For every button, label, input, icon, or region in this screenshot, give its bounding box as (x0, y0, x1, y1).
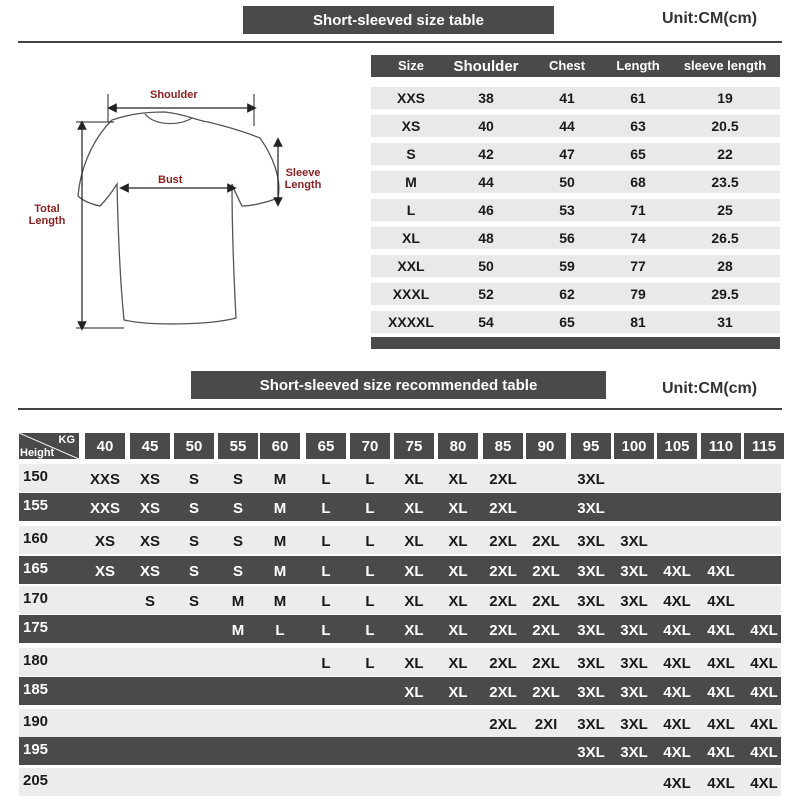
size-recommendation-cell: L (321, 655, 331, 672)
size-recommendation-cell: XL (448, 471, 468, 488)
size-recommendation-cell: 2XL (489, 716, 517, 733)
recommended-table-row (19, 586, 781, 614)
measure-cell: 61 (630, 90, 646, 106)
size-recommendation-cell: M (231, 622, 245, 639)
corner-kg-label: KG (58, 434, 75, 446)
size-table-row (371, 171, 780, 193)
middle-divider (18, 408, 782, 410)
size-recommendation-cell: 2XL (532, 533, 560, 550)
recommended-table-row (19, 677, 781, 705)
recommended-table-row (19, 768, 781, 796)
measure-cell: 62 (559, 286, 575, 302)
tshirt-outline (78, 112, 279, 324)
size-recommendation-cell: 3XL (577, 684, 605, 701)
size-recommendation-cell: 4XL (663, 716, 691, 733)
height-cell: 170 (23, 590, 49, 607)
height-cell: 160 (23, 530, 49, 547)
measure-cell: 29.5 (711, 286, 739, 302)
size-recommendation-cell: 3XL (620, 716, 648, 733)
size-recommendation-cell: L (321, 563, 331, 580)
size-cell: XXL (397, 258, 425, 274)
header-size: Size (397, 58, 425, 73)
measure-cell: 50 (478, 258, 494, 274)
size-table-row (371, 311, 780, 333)
size-recommendation-cell: S (188, 471, 200, 488)
size-recommendation-cell: L (321, 533, 331, 550)
corner-height-label: Height (20, 447, 55, 459)
size-recommendation-cell: XS (139, 563, 161, 580)
size-recommendation-cell: XL (448, 655, 468, 672)
measure-cell: 81 (630, 314, 646, 330)
size-recommendation-cell: M (231, 593, 245, 610)
size-cell: XXXXL (388, 314, 434, 330)
size-recommendation-cell: XL (448, 533, 468, 550)
size-recommendation-cell: XL (404, 593, 424, 610)
measure-cell: 42 (478, 146, 494, 162)
size-recommendation-cell: 4XL (707, 775, 735, 792)
size-cell: S (406, 146, 416, 162)
size-recommendation-cell: S (232, 500, 244, 517)
size-table-row (371, 143, 780, 165)
recommended-table-row (19, 615, 781, 643)
size-recommendation-cell: L (321, 471, 331, 488)
measure-cell: 20.5 (711, 118, 739, 134)
recommended-table-row (19, 737, 781, 765)
size-table-banner: Short-sleeved size table (243, 6, 554, 34)
recommended-table-row (19, 648, 781, 676)
size-recommendation-cell: L (365, 655, 375, 672)
size-recommendation-cell: XL (448, 684, 468, 701)
size-recommendation-cell: S (232, 563, 244, 580)
size-recommendation-cell: L (321, 593, 331, 610)
size-recommendation-cell: 3XL (577, 716, 605, 733)
size-recommendation-cell: 3XL (620, 593, 648, 610)
size-recommendation-cell: S (188, 593, 200, 610)
size-cell: M (405, 174, 417, 190)
size-recommendation-cell: XL (448, 563, 468, 580)
size-recommendation-cell: 3XL (577, 563, 605, 580)
size-recommendation-cell: XXS (89, 471, 121, 488)
recommended-table-row (19, 464, 781, 492)
bust-label: Bust (158, 174, 183, 186)
measure-cell: 46 (478, 202, 494, 218)
size-recommendation-cell: 3XL (577, 744, 605, 761)
size-recommendation-cell: 4XL (750, 716, 778, 733)
measure-cell: 22 (717, 146, 733, 162)
measure-cell: 56 (559, 230, 575, 246)
height-cell: 180 (23, 652, 49, 669)
measure-cell: 77 (630, 258, 646, 274)
kg-header-cell: 65 (306, 433, 346, 459)
header-shoulder: Shoulder (453, 58, 519, 75)
size-table-header (371, 55, 780, 77)
kg-header-cell: 50 (174, 433, 214, 459)
size-cell: XL (402, 230, 420, 246)
size-table-row (371, 283, 780, 305)
size-table-row (371, 255, 780, 277)
measure-cell: 47 (559, 146, 575, 162)
size-recommendation-cell: 4XL (707, 593, 735, 610)
kg-header-cell: 45 (130, 433, 170, 459)
size-recommendation-cell: S (188, 500, 200, 517)
size-recommendation-cell: 4XL (750, 622, 778, 639)
size-recommendation-cell: 4XL (707, 684, 735, 701)
measure-cell: 41 (559, 90, 575, 106)
recommended-table-unit: Unit:CM(cm) (662, 380, 758, 397)
kg-header-cell: 80 (438, 433, 478, 459)
measure-cell: 25 (717, 202, 733, 218)
size-recommendation-cell: XS (139, 500, 161, 517)
recommended-table-row (19, 709, 781, 737)
kg-header-cell: 100 (614, 433, 654, 459)
height-cell: 165 (23, 560, 49, 577)
measure-cell: 59 (559, 258, 575, 274)
size-recommendation-cell: M (273, 471, 287, 488)
height-cell: 205 (23, 772, 49, 789)
size-recommendation-cell: XS (94, 563, 116, 580)
header-length: Length (616, 58, 660, 73)
measure-cell: 31 (717, 314, 733, 330)
height-cell: 175 (23, 619, 49, 636)
size-recommendation-cell: 2XL (532, 622, 560, 639)
size-recommendation-cell: 3XL (577, 622, 605, 639)
size-recommendation-cell: L (321, 622, 331, 639)
size-recommendation-cell: 2XL (489, 471, 517, 488)
size-recommendation-cell: 3XL (577, 500, 605, 517)
size-recommendation-cell: 2XL (532, 563, 560, 580)
size-recommendation-cell: 3XL (577, 593, 605, 610)
size-recommendation-cell: 3XL (577, 533, 605, 550)
height-cell: 155 (23, 497, 49, 514)
size-recommendation-cell: L (365, 622, 375, 639)
size-recommendation-cell: 4XL (707, 563, 735, 580)
size-recommendation-cell: 3XL (620, 622, 648, 639)
recommended-table-row (19, 556, 781, 584)
size-recommendation-cell: S (188, 533, 200, 550)
measure-cell: 63 (630, 118, 646, 134)
size-recommendation-cell: M (273, 533, 287, 550)
measure-cell: 79 (630, 286, 646, 302)
size-recommendation-cell: 4XL (750, 775, 778, 792)
measure-cell: 38 (478, 90, 494, 106)
size-recommendation-cell: 3XL (620, 533, 648, 550)
measure-cell: 53 (559, 202, 575, 218)
size-recommendation-cell: 3XL (620, 563, 648, 580)
size-recommendation-cell: 4XL (750, 655, 778, 672)
size-recommendation-cell: L (365, 500, 375, 517)
size-recommendation-cell: S (232, 471, 244, 488)
size-recommendation-cell: XL (448, 500, 468, 517)
kg-header-cell: 90 (526, 433, 566, 459)
size-recommendation-cell: XL (448, 593, 468, 610)
size-table-row (371, 199, 780, 221)
size-recommendation-cell: XXS (89, 500, 121, 517)
table-corner-header (19, 433, 79, 459)
measure-cell: 23.5 (711, 174, 739, 190)
size-recommendation-cell: 4XL (707, 655, 735, 672)
kg-header-cell: 115 (744, 433, 784, 459)
measure-cell: 52 (478, 286, 494, 302)
kg-header-cell: 75 (394, 433, 434, 459)
kg-header-cell: 85 (483, 433, 523, 459)
size-recommendation-cell: 3XL (577, 471, 605, 488)
size-recommendation-cell: XL (404, 684, 424, 701)
size-recommendation-cell: 4XL (663, 593, 691, 610)
kg-header-cell: 110 (701, 433, 741, 459)
size-recommendation-cell: M (273, 593, 287, 610)
size-cell: L (406, 202, 416, 218)
size-recommendation-cell: 2XL (532, 593, 560, 610)
size-recommendation-cell: L (365, 533, 375, 550)
size-recommendation-cell: L (365, 593, 375, 610)
size-recommendation-cell: 2XL (489, 622, 517, 639)
height-cell: 150 (23, 468, 49, 485)
kg-header-cell: 55 (218, 433, 258, 459)
size-recommendation-cell: 2XL (489, 500, 517, 517)
size-recommendation-cell: L (321, 500, 331, 517)
header-sleeve-length: sleeve length (683, 58, 767, 73)
size-recommendation-cell: L (365, 563, 375, 580)
size-recommendation-cell: XL (404, 655, 424, 672)
size-recommendation-cell: XS (139, 533, 161, 550)
size-recommendation-cell: 4XL (707, 622, 735, 639)
measure-cell: 48 (478, 230, 494, 246)
size-recommendation-cell: 4XL (663, 655, 691, 672)
measure-cell: 26.5 (711, 230, 739, 246)
size-recommendation-cell: 3XL (620, 684, 648, 701)
height-cell: 185 (23, 681, 49, 698)
size-recommendation-cell: 3XL (577, 655, 605, 672)
measure-cell: 19 (717, 90, 733, 106)
size-table-footer (371, 337, 780, 349)
size-recommendation-cell: 4XL (750, 684, 778, 701)
measure-cell: 65 (630, 146, 646, 162)
measure-cell: 68 (630, 174, 646, 190)
height-cell: 195 (23, 741, 49, 758)
size-recommendation-cell: 2XL (489, 563, 517, 580)
size-recommendation-cell: 4XL (750, 744, 778, 761)
size-recommendation-cell: M (273, 563, 287, 580)
size-table-row (371, 227, 780, 249)
size-table-row (371, 115, 780, 137)
total-length-label: Total Length (28, 203, 66, 227)
size-recommendation-cell: 4XL (707, 716, 735, 733)
size-cell: XXS (396, 90, 426, 106)
size-table-unit: Unit:CM(cm) (662, 10, 758, 27)
size-recommendation-cell: 2XL (489, 655, 517, 672)
size-recommendation-cell: XS (94, 533, 116, 550)
size-recommendation-cell: 3XL (620, 655, 648, 672)
size-recommendation-cell: L (275, 622, 285, 639)
measure-cell: 44 (559, 118, 575, 134)
header-chest: Chest (548, 58, 586, 73)
size-recommendation-cell: 2XI (534, 716, 558, 733)
size-recommendation-cell: XL (404, 533, 424, 550)
size-recommendation-cell: 2XL (532, 684, 560, 701)
size-recommendation-cell: XL (404, 563, 424, 580)
shoulder-label: Shoulder (150, 89, 198, 101)
top-divider (18, 41, 782, 43)
size-recommendation-cell: M (273, 500, 287, 517)
size-recommendation-cell: 4XL (663, 622, 691, 639)
size-recommendation-cell: 2XL (532, 655, 560, 672)
size-recommendation-cell: XL (404, 471, 424, 488)
height-cell: 190 (23, 713, 49, 730)
measure-cell: 40 (478, 118, 494, 134)
size-recommendation-cell: 2XL (489, 533, 517, 550)
recommended-table-row (19, 526, 781, 554)
size-recommendation-cell: 4XL (707, 744, 735, 761)
kg-header-cell: 105 (657, 433, 697, 459)
recommended-table-row (19, 493, 781, 521)
size-recommendation-cell: XL (404, 500, 424, 517)
size-recommendation-cell: 4XL (663, 744, 691, 761)
measure-cell: 50 (559, 174, 575, 190)
size-recommendation-cell: 3XL (620, 744, 648, 761)
measure-cell: 44 (478, 174, 494, 190)
size-recommendation-cell: 4XL (663, 684, 691, 701)
size-recommendation-cell: 4XL (663, 563, 691, 580)
size-recommendation-cell: XL (404, 622, 424, 639)
kg-header-cell: 60 (260, 433, 300, 459)
size-recommendation-cell: L (365, 471, 375, 488)
size-recommendation-cell: S (144, 593, 156, 610)
size-recommendation-cell: 2XL (489, 593, 517, 610)
measure-cell: 54 (478, 314, 494, 330)
size-recommendation-cell: 4XL (663, 775, 691, 792)
measure-cell: 74 (630, 230, 646, 246)
measure-cell: 71 (630, 202, 646, 218)
kg-header-cell: 40 (85, 433, 125, 459)
sleeve-length-label: Sleeve Length (284, 167, 322, 191)
recommended-table-banner: Short-sleeved size recommended table (191, 371, 606, 399)
size-recommendation-cell: XL (448, 622, 468, 639)
measure-cell: 65 (559, 314, 575, 330)
size-recommendation-cell: 2XL (489, 684, 517, 701)
size-recommendation-cell: S (188, 563, 200, 580)
kg-header-cell: 95 (571, 433, 611, 459)
size-recommendation-cell: S (232, 533, 244, 550)
size-recommendation-cell: XS (139, 471, 161, 488)
kg-header-cell: 70 (350, 433, 390, 459)
size-table-row (371, 87, 780, 109)
size-cell: XS (401, 118, 421, 134)
measure-cell: 28 (717, 258, 733, 274)
size-cell: XXXL (392, 286, 430, 302)
